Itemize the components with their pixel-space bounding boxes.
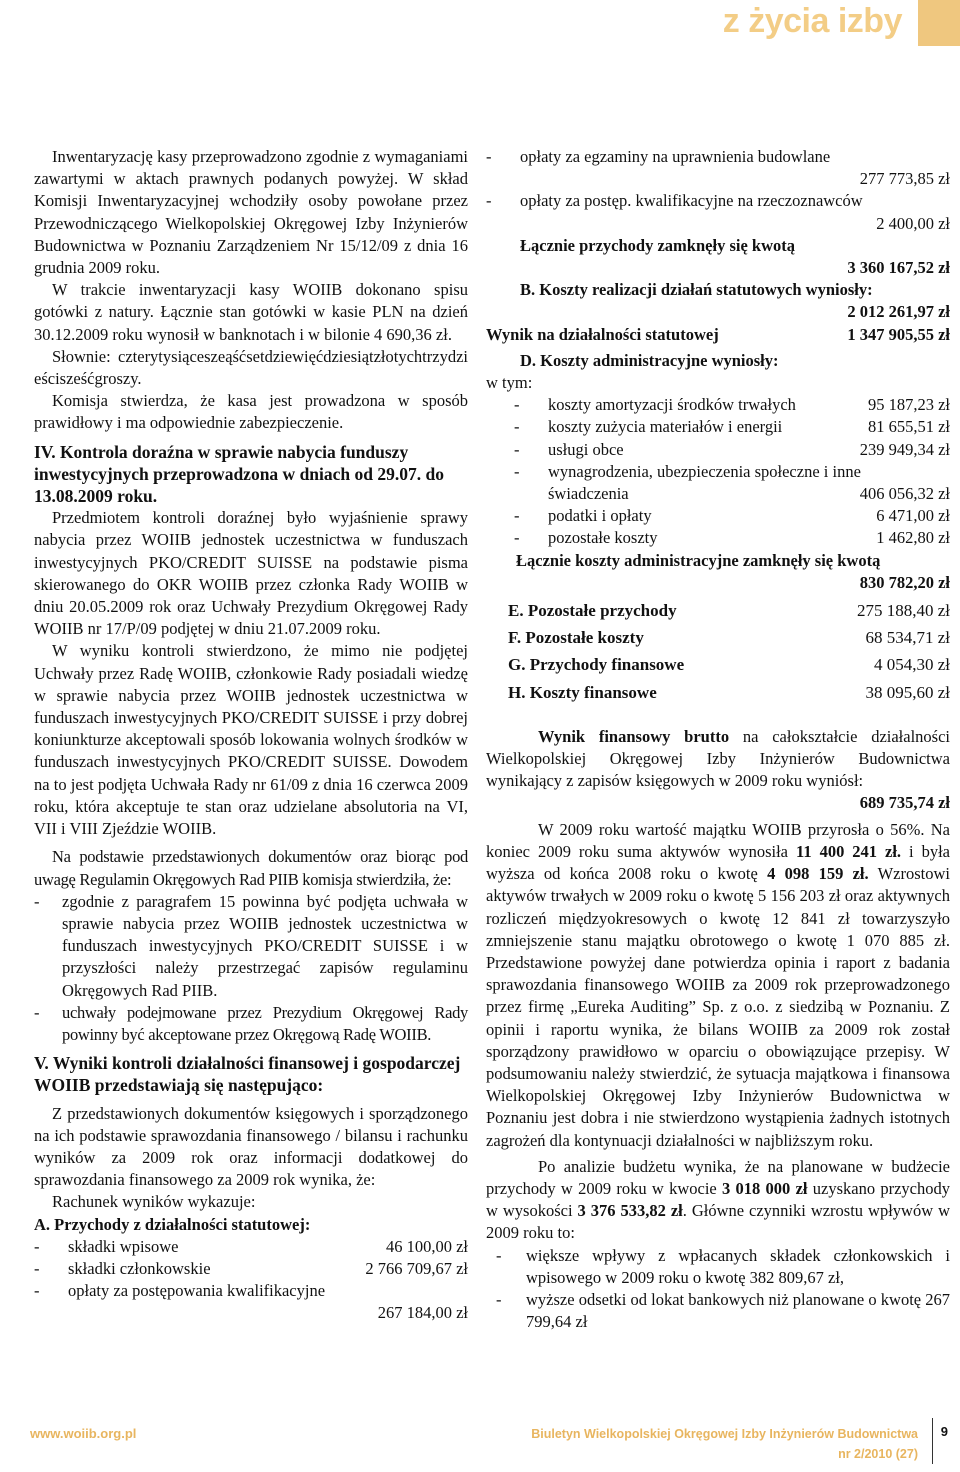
row-label: opłaty za postępowania kwalifikacyjne [68, 1281, 326, 1301]
row-label: składki członkowskie [68, 1258, 211, 1278]
row-label: opłaty za egzaminy na uprawnienia budowlane [520, 147, 831, 166]
paragraph-regulations: Na podstawie przedstawionych dokumentów oraz biorąc pod uwagę Regulamin Okręgowych Rad PIIB komisja stwierdziła, że: [34, 847, 468, 889]
row-label: pozostałe koszty [548, 528, 658, 548]
assets-text: W 2009 roku wartość majątku WOIIB przyrosła o 56%. Na koniec 2009 roku suma aktywów wynosiła [486, 819, 950, 861]
assets-total: 11 400 241 zł. [796, 841, 902, 861]
row-label: wynagrodzenia, ubezpieczenia społeczne i inne [548, 461, 861, 481]
summary-label: H. Koszty finansowe [508, 682, 657, 702]
list-item-text: większe wpływy z wpłacanych składek członkowskich i wpisowego w 2009 roku o kwotę 382 809,67 zł, [526, 1245, 950, 1287]
footer-publication-title: Biuletyn Wielkopolskiej Okręgowej Izby Inżynierów Budownictwa [531, 1427, 918, 1441]
total-admin-costs-value: 830 782,20 zł [859, 572, 950, 592]
list-item: - większe wpływy z wpłacanych składek członkowskich i wpisowego w 2009 roku o kwotę 382 809,67 zł, [486, 1245, 950, 1289]
row-value: 239 949,34 zł [859, 439, 950, 459]
table-row: - opłaty za postęp. kwalifikacyjne na rzeczoznawców [486, 190, 950, 212]
paragraph-gross-result [486, 726, 950, 793]
list-item-text: wyższe odsetki od lokat bankowych niż planowane o kwotę 267 799,64 zł [526, 1289, 950, 1332]
list-item-text: zgodnie z paragrafem 15 powinna być podjęta uchwała w sprawie nabycia przez WOIIB jednostek uczestnictwa w funduszach inwestycyjnych PKO/CREDIT SUISSE i w przyszłości należy przestrzegać zapisów regulaminu Okręgowych Rad PIIB. [62, 891, 468, 1000]
heading-admin-costs-d: D. Koszty administracyjne wyniosły: [520, 350, 779, 370]
row-label: podatki i opłaty [548, 506, 652, 526]
budget-achieved: 3 376 533,82 zł [577, 1201, 683, 1221]
table-row [486, 483, 950, 505]
list-item: - zgodnie z paragrafem 15 powinna być podjęta uchwała w sprawie nabycia przez WOIIB jednostek uczestnictwa w funduszach inwestycyjnych PKO/CREDIT SUISSE i w przyszłości należy przestrzegać zapisów regulaminu Okręgowych Rad PIIB. [34, 891, 468, 1002]
heading-section-v: V. Wyniki kontroli działalności finansowej i gospodarczej WOIIB przedstawiają się następująco: [34, 1053, 461, 1096]
summary-block [486, 600, 950, 704]
table-row: - usługi obce 239 949,34 zł [486, 439, 950, 461]
costs-b-value: 2 012 261,97 zł [847, 302, 950, 322]
budget-text: . Główne czynniki wzrostu wpływów w 2009 roku to: [486, 1201, 950, 1243]
statutory-result-row [486, 324, 950, 346]
budget-text: uzyskano przychody w wysokości [486, 1178, 950, 1221]
summary-label: F. Pozostałe koszty [508, 628, 644, 648]
summary-label: E. Pozostałe przychody [508, 601, 677, 621]
statutory-result-value: 1 347 905,55 zł [847, 324, 950, 344]
heading-section-iv: IV. Kontrola doraźna w sprawie nabycia funduszy inwestycyjnych przeprowadzona w dniach od 29.07. do 13.08.2009 roku. [34, 441, 444, 507]
summary-label: G. Przychody finansowe [508, 655, 685, 675]
list-item: - wyższe odsetki od lokat bankowych niż planowane o kwotę 267 799,64 zł [486, 1289, 950, 1333]
section-title: z życia izby [722, 2, 902, 40]
paragraph-assets [486, 819, 950, 1152]
summary-value: 4 054,30 zł [873, 655, 950, 675]
page-number: 9 [940, 1424, 948, 1439]
label-in-that: w tym: [486, 373, 533, 393]
row-value: 277 773,85 zł [859, 169, 950, 189]
list-item-text: uchwały podejmowane przez Prezydium Okręgowej Rady powinny być akceptowane przez Okręgową Radę WOIIB. [62, 1002, 468, 1044]
total-revenue-value: 3 360 167,52 zł [847, 258, 950, 278]
paragraph-income-statement: Rachunek wyników wykazuje: [52, 1192, 256, 1212]
row-value: 406 056,32 zł [859, 484, 950, 504]
summary-row [508, 600, 950, 622]
table-row: - opłaty za postępowania kwalifikacyjne [34, 1280, 468, 1302]
gross-result-text: na całokształcie działalności Wielkopolskiej Okręgowej Izby Inżynierów Budownictwa wynikający z zapisów księgowych w 2009 roku wyniósł: [486, 726, 950, 791]
row-label: świadczenia [548, 484, 629, 504]
row-value: 1 462,80 zł [876, 528, 950, 548]
summary-value: 38 095,60 zł [865, 682, 950, 702]
total-admin-costs-label: Łącznie koszty administracyjne zamknęły się kwotą [516, 550, 881, 570]
assets-text: Wzrostowi aktywów trwałych w 2009 roku o kwotę 5 156 203 zł oraz aktywnych rozliczeń międzyokresowych o kwotę 12 841 zł towarzyszyło zmniejszenie stanu majątku obrotowego o kwotę 1 070 885 zł. Przedstawione powyżej dane potwierdza opinia i raport z badania sprawozdania finansowego WOIIB za 2009 rok przeprowadzonego przez firmę „Eureka Auditing” Sp. z o.o. z siedzibą w Poznaniu. Z opinii i raportu wynika, że bilans WOIIB za 2009 rok został sporządzony prawidłowo w oparciu o obowiązujące przepisy. W podsumowaniu należy stwierdzić, że sytuacja majątkowa i finansowa Wielkopolskiej Okręgowej Izby Inżynierów Budownictwa w Poznaniu jest dobra i nie stwierdzono wystąpienia żadnych istotnych zagrożeń dla kontynuacji działalności w najbliższym roku. [486, 864, 950, 1150]
heading-revenue-a: A. Przychody z działalności statutowej: [34, 1214, 311, 1234]
heading-costs-b: B. Koszty realizacji działań statutowych wyniosły: [520, 280, 873, 300]
total-revenue-label: Łącznie przychody zamknęły się kwotą [520, 235, 795, 255]
summary-value: 275 188,40 zł [856, 601, 950, 621]
row-value: 95 187,23 zł [867, 395, 950, 415]
gross-result-value: 689 735,74 zł [859, 793, 950, 813]
paragraph-inventory: Inwentaryzację kasy przeprowadzono zgodnie z wymaganiami zawartymi w aktach prawnych podanych powyżej. W skład Komisji Inwentaryzacyjnej wchodziły osoby powołane przez Przewodniczącego Wielkopolskiej Okręgowej Izby Inżynierów Budownictwa w Poznaniu Zarządzeniem Nr 15/12/09 z dnia 16 grudnia 2009 roku. [34, 147, 468, 278]
paragraph-budget [486, 1156, 950, 1245]
table-row: - opłaty za egzaminy na uprawnienia budowlane [486, 146, 950, 168]
footer-publication [531, 1424, 918, 1464]
header-color-bar [918, 0, 960, 46]
table-row: - składki wpisowe 46 100,00 zł [34, 1236, 468, 1258]
table-row: - podatki i opłaty 6 471,00 zł [486, 505, 950, 527]
paragraph-commission-conclusion: Komisja stwierdza, że kasa jest prowadzona w sposób prawidłowy i ma odpowiednie zabezpieczenie. [34, 391, 468, 433]
list-item: - uchwały podejmowane przez Prezydium Okręgowej Rady powinny być akceptowane przez Okręgową Radę WOIIB. [34, 1002, 468, 1046]
table-row: - składki członkowskie 2 766 709,67 zł [34, 1258, 468, 1280]
row-label: koszty zużycia materiałów i energii [548, 417, 783, 437]
paragraph-cash-count: W trakcie inwentaryzacji kasy WOIIB dokonano spisu gotówki z natury. Łącznie stan gotówki w kasie PLN na dzień 30.12.2009 roku wynosił w banknotach i w bilonie 4 690,36 zł. [34, 280, 468, 344]
summary-row [508, 682, 950, 704]
gross-result-label: Wynik finansowy brutto [538, 726, 730, 746]
table-row: - koszty zużycia materiałów i energii 81 655,51 zł [486, 416, 950, 438]
row-label: opłaty za postęp. kwalifikacyjne na rzeczoznawców [520, 191, 863, 211]
paragraph-control-subject: Przedmiotem kontroli doraźnej było wyjaśnienie sprawy nabycia przez WOIIB jednostek uczestnictwa w funduszach inwestycyjnych PKO/CREDIT SUISSE na podstawie pisma skierowanego do OKR WOIIB przez członka Rady WOIIB w dniu 20.05.2009 rok oraz Uchwały Prezydium Okręgowej Rady WOIIB nr 17/P/09 podjętej w dniu 21.07.2009 roku. [34, 508, 468, 639]
budget-planned: 3 018 000 zł [722, 1178, 808, 1198]
summary-row [508, 654, 950, 676]
row-value: 81 655,51 zł [867, 417, 950, 437]
row-value: 267 184,00 zł [377, 1303, 468, 1323]
row-label: składki wpisowe [68, 1236, 179, 1256]
table-row: - koszty amortyzacji środków trwałych 95 187,23 zł [486, 394, 950, 416]
row-value: 2 400,00 zł [876, 213, 950, 233]
paragraph-control-findings: W wyniku kontroli stwierdzono, że mimo nie podjętej Uchwały przez Radę WOIIB, członkowie Rady posiadali wiedzę w sprawie nabycia przez WOIIB jednostek uczestnictwa w funduszach inwestycyjnych PKO/CREDIT SUISSE i przy dobrej koniunkturze akceptowali sposób lokowania wolnych środków w funduszach inwestycyjnych PKO/CREDIT SUISSE. Dowodem na to jest podjęta Uchwała Rady nr 61/09 z dnia 16 czerwca 2009 roku, która akceptuje te stan oraz udzielane absolutoria na VI, VII i VIII Zjeździe WOIIB. [34, 641, 468, 839]
table-row: - wynagrodzenia, ubezpieczenia społeczne i inne [486, 461, 950, 483]
paragraph-in-words: Słownie: czterytysiąceszeąśćsetdziewięćdziesiątzłotychtrzydzieścisześćgroszy. [34, 346, 468, 389]
table-row: - pozostałe koszty 1 462,80 zł [486, 527, 950, 549]
left-column [34, 146, 468, 1325]
budget-text: Po analizie budżetu wynika, że na planowane w budżecie przychody w 2009 roku w kwocie [486, 1156, 950, 1198]
footer-divider [932, 1418, 933, 1464]
statutory-result-label: Wynik na działalności statutowej [486, 324, 719, 344]
summary-value: 68 534,71 zł [865, 628, 950, 648]
row-value: 2 766 709,67 zł [365, 1258, 468, 1278]
assets-text: i była wyższa od końca 2008 roku o kwotę [486, 841, 951, 884]
summary-row [508, 627, 950, 649]
row-label: usługi obce [548, 439, 624, 459]
footer-url[interactable]: www.woiib.org.pl [30, 1426, 137, 1441]
row-value: 6 471,00 zł [876, 506, 950, 526]
paragraph-documents: Z przedstawionych dokumentów księgowych i sporządzonego na ich podstawie sprawozdania finansowego / bilansu i rachunku wyników za 2009 rok oraz informacji dodatkowej do sprawozdania finansowego za 2009 rok wynika, że: [34, 1103, 468, 1190]
assets-increase: 4 098 159 zł. [767, 864, 869, 884]
right-column [486, 146, 950, 1333]
row-label: koszty amortyzacji środków trwałych [548, 395, 796, 415]
row-value: 46 100,00 zł [385, 1236, 468, 1256]
footer-issue: nr 2/2010 (27) [838, 1447, 918, 1461]
